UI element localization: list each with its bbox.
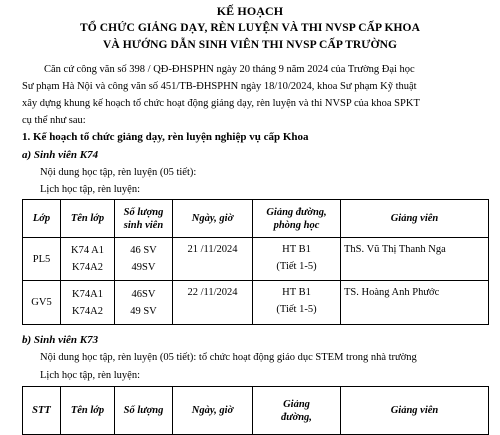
cell-giang-vien: ThS. Vũ Thị Thanh Nga bbox=[341, 238, 489, 281]
document-subtitle-2: VÀ HƯỚNG DẪN SINH VIÊN THI NVSP CẤP TRƯỜNG bbox=[102, 39, 398, 51]
col-header-ngay-gio: Ngày, giờ bbox=[173, 387, 253, 435]
cell-lop: GV5 bbox=[23, 281, 61, 325]
section-1a-label: a) Sinh viên K74 bbox=[22, 149, 99, 161]
table-header-row bbox=[23, 387, 489, 435]
col-header-giang-duong: Giảng đường, bbox=[253, 387, 341, 435]
col-header-ten-lop: Tên lớp bbox=[61, 387, 115, 435]
section-1-heading: 1. Kế hoạch tổ chức giảng dạy, rèn luyện nghiệp vụ cấp Khoa bbox=[22, 131, 309, 143]
cell-so-luong: 46 SV 49SV bbox=[115, 238, 173, 281]
col-header-ten-lop: Tên lớp bbox=[61, 200, 115, 238]
col-header-ngay-gio: Ngày, giờ bbox=[173, 200, 253, 238]
col-header-giang-vien: Giảng viên bbox=[341, 200, 489, 238]
k73-schedule-table bbox=[22, 386, 489, 435]
table-header-row bbox=[23, 200, 489, 238]
cell-lop: PL5 bbox=[23, 238, 61, 281]
col-header-giang-duong: Giảng đường, phòng học bbox=[253, 200, 341, 238]
section-1b-content: Nội dung học tập, rèn luyện (05 tiết): tổ chức hoạt động giáo dục STEM trong nhà trường bbox=[40, 352, 417, 363]
document-subtitle-1: TỔ CHỨC GIẢNG DẠY, RÈN LUYỆN VÀ THI NVSP CẤP KHOA bbox=[79, 22, 421, 34]
col-header-lop: Lớp bbox=[23, 200, 61, 238]
document-title: KẾ HOẠCH bbox=[216, 4, 284, 18]
col-header-so-luong: Số lượng sinh viên bbox=[115, 200, 173, 238]
intro-paragraph bbox=[22, 61, 486, 129]
cell-phong: HT B1 (Tiết 1-5) bbox=[253, 238, 341, 281]
cell-so-luong: 46SV 49 SV bbox=[115, 281, 173, 325]
cell-giang-vien: TS. Hoàng Anh Phước bbox=[341, 281, 489, 325]
col-header-giang-vien: Giảng viên bbox=[341, 387, 489, 435]
col-header-stt: STT bbox=[23, 387, 61, 435]
cell-ngay: 21 /11/2024 bbox=[173, 238, 253, 281]
cell-ngay: 22 /11/2024 bbox=[173, 281, 253, 325]
section-1a-content: Nội dung học tập, rèn luyện (05 tiết): bbox=[40, 167, 197, 178]
cell-ten-lop: K74 A1 K74A2 bbox=[61, 238, 115, 281]
intro-line: xây dựng khung kế hoạch tổ chức hoạt động giảng dạy, rèn luyện và thi NVSP của khoa SPKT bbox=[22, 98, 420, 109]
intro-line: Căn cứ công văn số 398 / QĐ-ĐHSPHN ngày 20 tháng 9 năm 2024 của Trường Đại học bbox=[44, 64, 415, 75]
intro-line: Sư phạm Hà Nội và công văn số 451/TB-ĐHSPHN ngày 18/10/2024, khoa Sư phạm Kỹ thuật bbox=[22, 81, 417, 92]
section-1a-schedule-label: Lịch học tập, rèn luyện: bbox=[40, 184, 141, 195]
col-header-so-luong: Số lượng bbox=[115, 387, 173, 435]
intro-line: cụ thể như sau: bbox=[22, 115, 86, 126]
cell-ten-lop: K74A1 K74A2 bbox=[61, 281, 115, 325]
table-row bbox=[23, 238, 489, 281]
k74-schedule-table bbox=[22, 199, 489, 325]
section-1b-label: b) Sinh viên K73 bbox=[22, 334, 99, 346]
section-1b-schedule-label: Lịch học tập, rèn luyện: bbox=[40, 370, 141, 381]
cell-phong: HT B1 (Tiết 1-5) bbox=[253, 281, 341, 325]
table-row bbox=[23, 281, 489, 325]
